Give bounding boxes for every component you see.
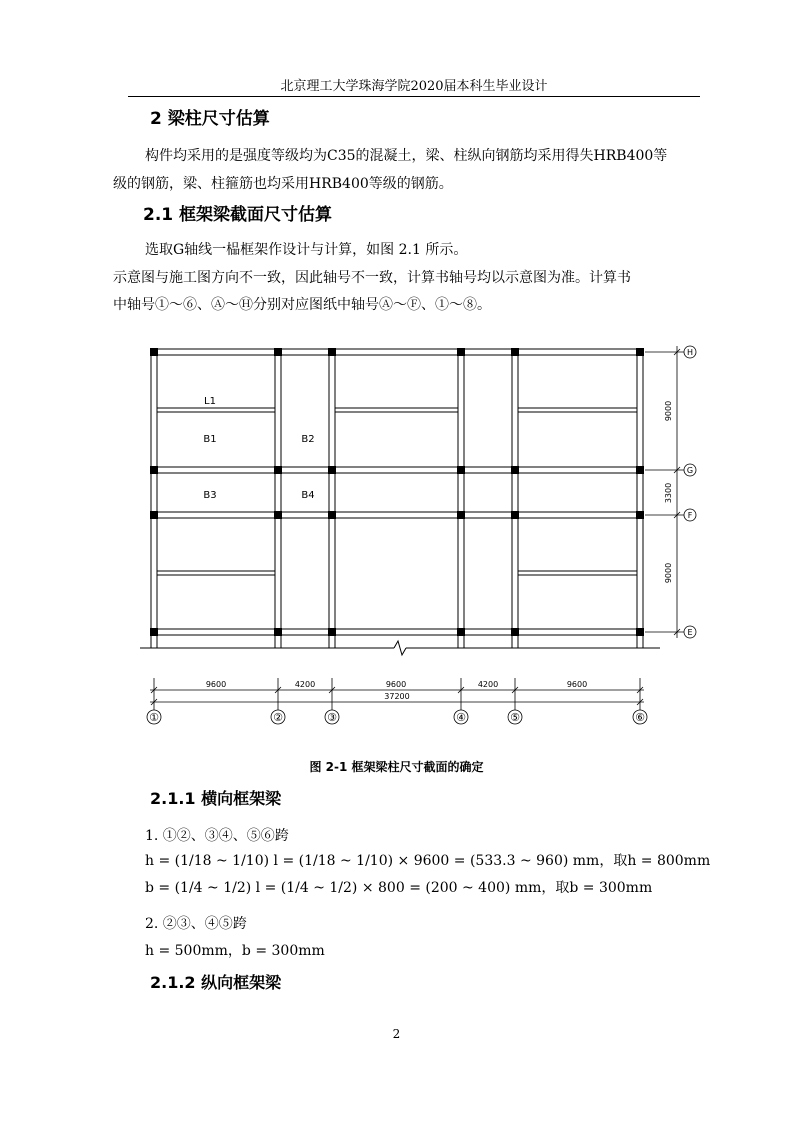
dim-h-g: 9000 — [664, 400, 673, 422]
intro-line-1: 构件均采用的是强度等级均为C35的混凝土，梁、柱纵向钢筋均采用得失HRB400等 — [145, 148, 668, 164]
page-header: 北京理工大学珠海学院2020届本科生毕业设计 — [280, 79, 548, 94]
dim-total: 37200 — [384, 692, 410, 701]
para-2-1-line-1: 选取G轴线一榀框架作设计与计算，如图 2.1 所示。 — [145, 242, 468, 258]
dim-4-5: 4200 — [477, 680, 499, 689]
column-axis-bubbles — [147, 710, 647, 724]
header-rule — [128, 96, 700, 97]
para-2-1-line-3: 中轴号①～⑥、Ⓐ～Ⓗ分别对应图纸中轴号Ⓐ～Ⓕ、①～⑧。 — [113, 297, 491, 313]
dim-2-3: 4200 — [294, 680, 316, 689]
label-b4: B4 — [301, 490, 315, 501]
axis-g: G — [686, 466, 694, 475]
axis-f: F — [687, 511, 693, 520]
page-number: 2 — [392, 1027, 401, 1041]
dim-5-6: 9600 — [566, 680, 588, 689]
span-1-label: 1. ①②、③④、⑤⑥跨 — [145, 828, 289, 844]
equation-b: b = (1/4 ~ 1/2) l = (1/4 ~ 1/2) × 800 = (200 ~ 400) mm，取b = 300mm — [145, 880, 653, 896]
label-b2: B2 — [301, 434, 315, 445]
axis-1: ① — [149, 711, 159, 724]
label-l1: L1 — [204, 396, 216, 407]
axis-h: H — [686, 348, 694, 357]
section-2-1-1-heading: 2.1.1 横向框架梁 — [150, 789, 282, 808]
axis-6: ⑥ — [635, 711, 645, 724]
section-2-heading: 2 梁柱尺寸估算 — [150, 109, 270, 129]
dim-g-f: 3300 — [664, 482, 673, 504]
label-b1: B1 — [203, 434, 217, 445]
equation-span-2: h = 500mm，b = 300mm — [145, 943, 325, 959]
column-joints — [150, 348, 644, 636]
row-axis-bubbles — [684, 346, 696, 638]
section-2-1-2-heading: 2.1.2 纵向框架梁 — [150, 973, 282, 992]
axis-3: ③ — [327, 711, 337, 724]
dim-f-e: 9000 — [664, 562, 673, 584]
equation-h: h = (1/18 ~ 1/10) l = (1/18 ~ 1/10) × 9600 = (533.3 ~ 960) mm，取h = 800mm — [145, 853, 711, 869]
frame-diagram — [140, 338, 694, 738]
axis-2: ② — [273, 711, 283, 724]
dim-1-2: 9600 — [205, 680, 227, 689]
axis-e: E — [687, 628, 693, 637]
dim-3-4: 9600 — [385, 680, 407, 689]
label-b3: B3 — [203, 490, 217, 501]
span-2-label: 2. ②③、④⑤跨 — [145, 916, 247, 932]
axis-5: ⑤ — [510, 711, 520, 724]
frame-structure — [140, 349, 660, 655]
axis-4: ④ — [456, 711, 466, 724]
section-2-1-heading: 2.1 框架梁截面尺寸估算 — [143, 205, 333, 225]
figure-caption: 图 2-1 框架梁柱尺寸截面的确定 — [309, 760, 484, 774]
para-2-1-line-2: 示意图与施工图方向不一致，因此轴号不一致，计算书轴号均以示意图为准。计算书 — [113, 270, 631, 286]
intro-line-2: 级的钢筋，梁、柱箍筋也均采用HRB400等级的钢筋。 — [113, 176, 453, 192]
